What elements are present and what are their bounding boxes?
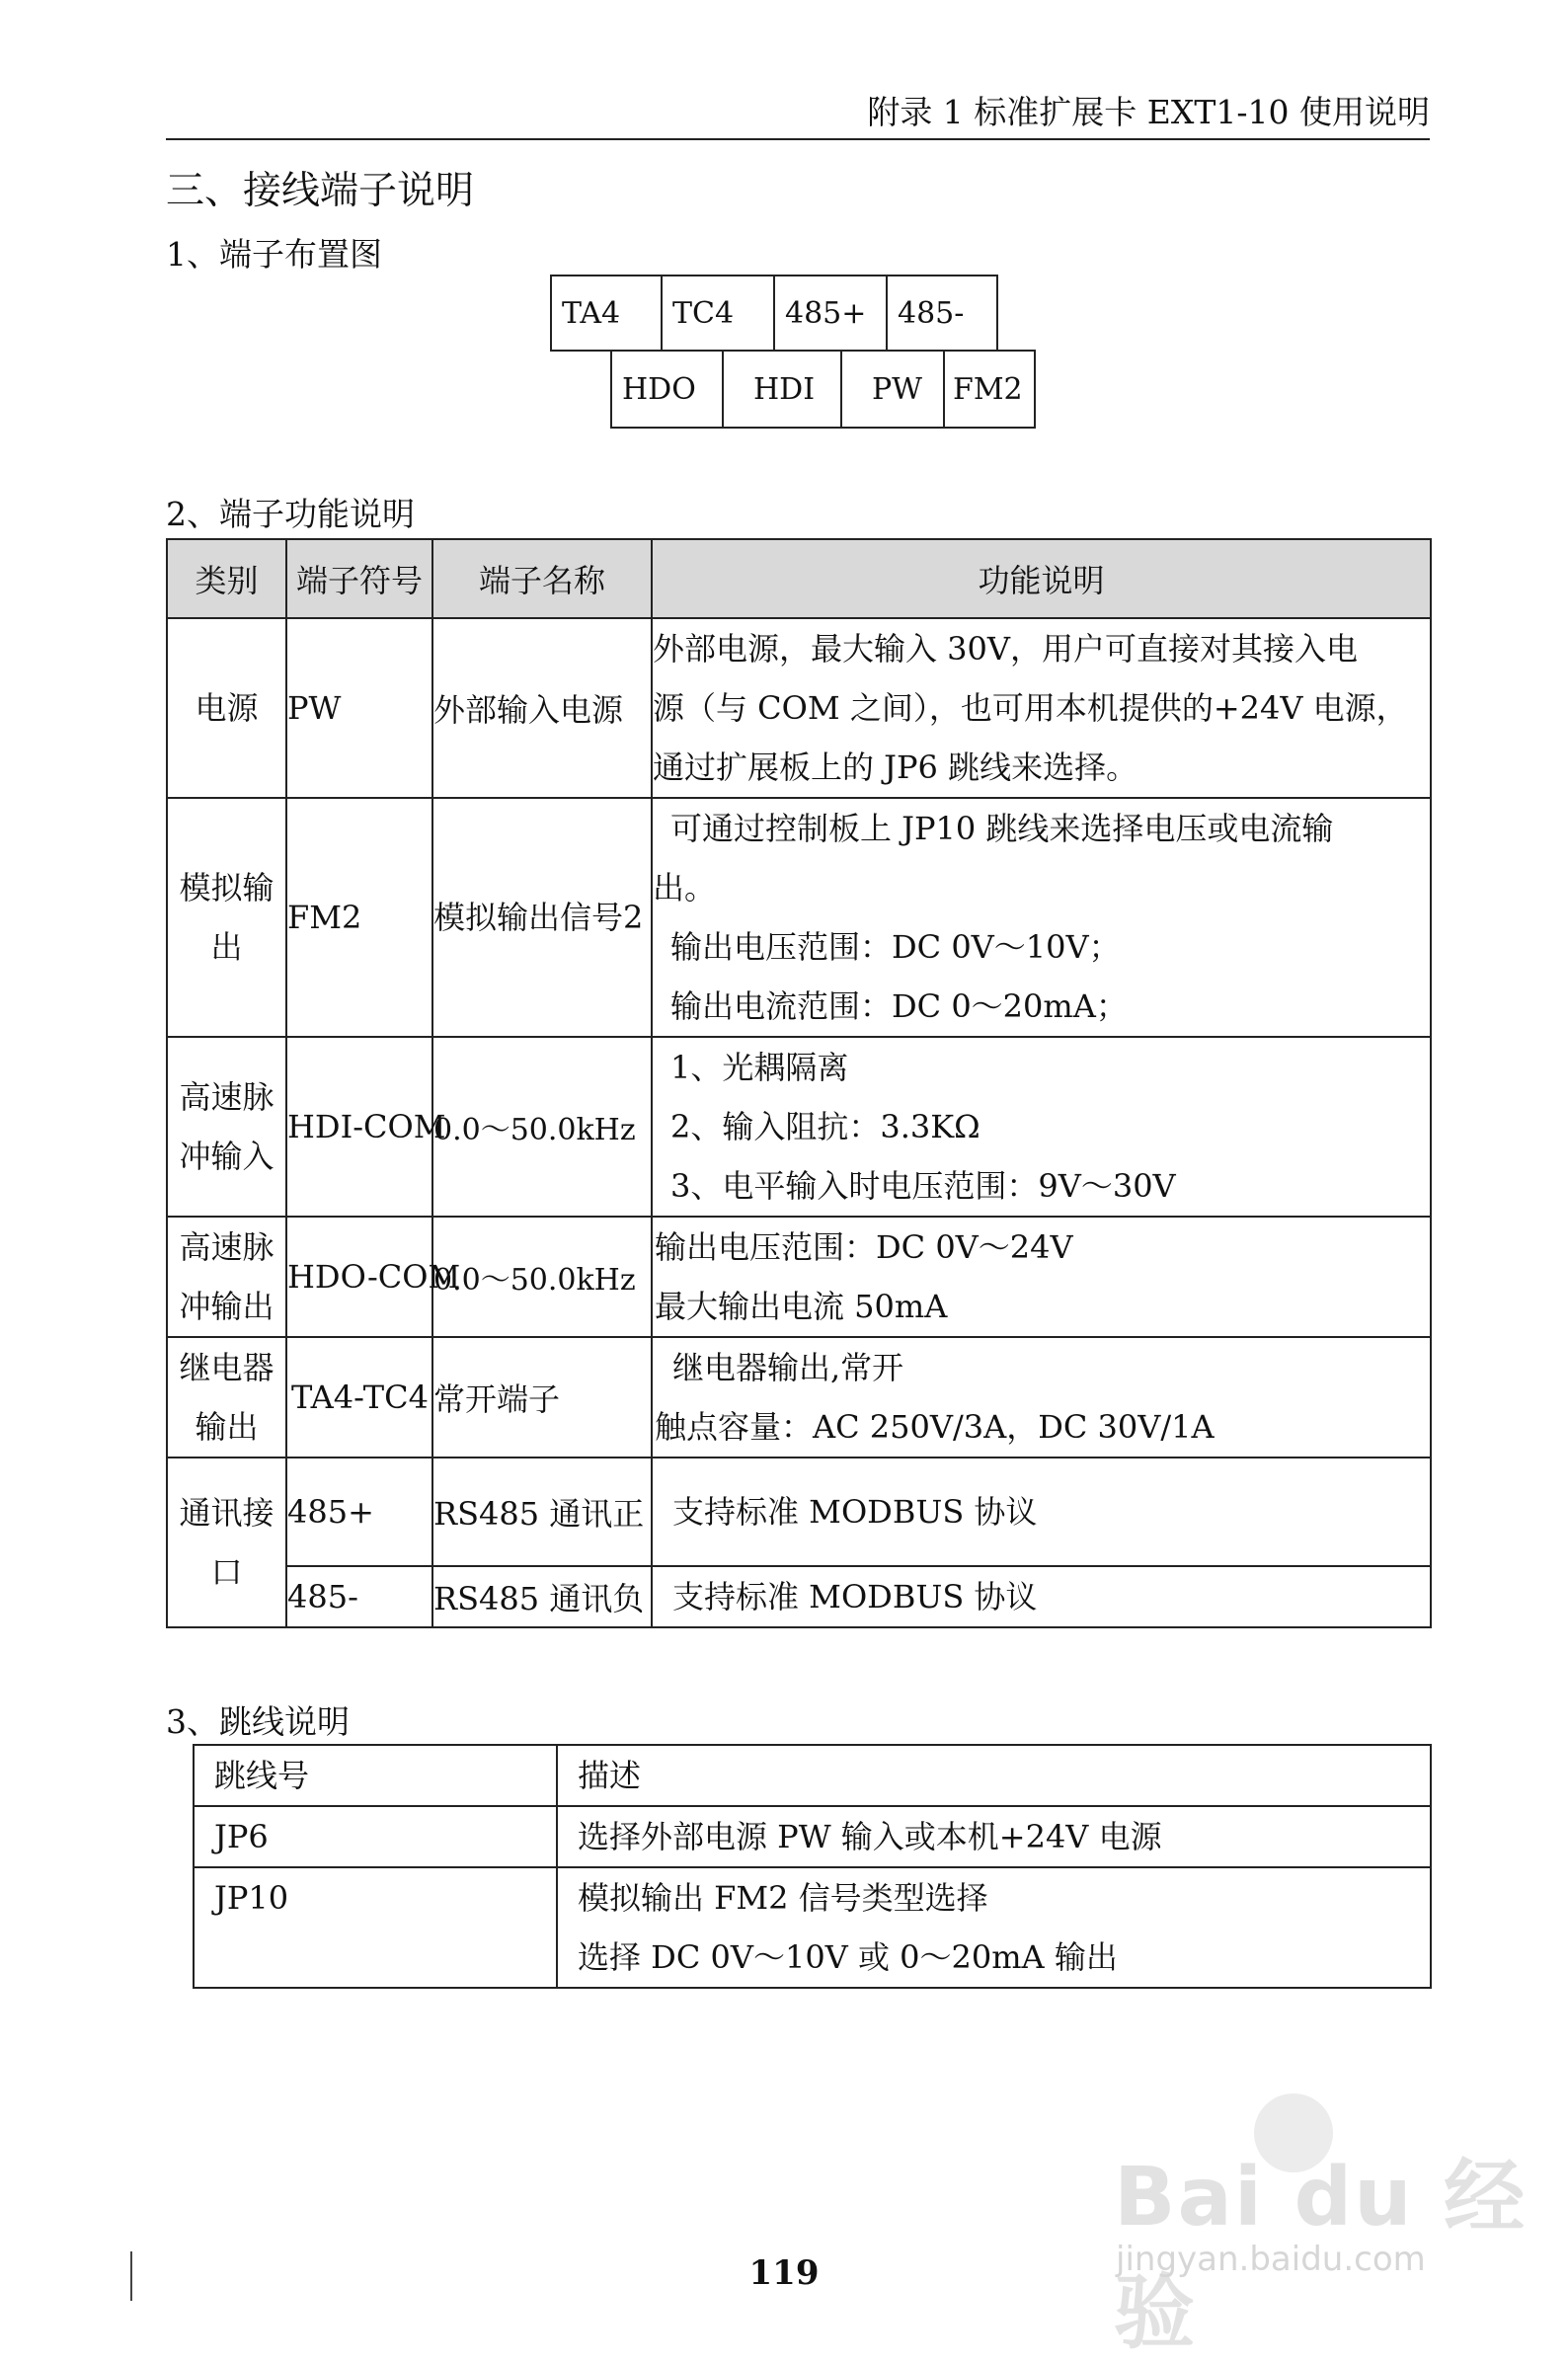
name-cell: RS485 通讯正 [432, 1458, 652, 1566]
table-row [167, 1458, 1431, 1566]
table-header-row [167, 539, 1431, 618]
column-header: 端子名称 [432, 539, 652, 618]
description-line: 模拟输出 FM2 信号类型选择 [578, 1879, 988, 1917]
table-row [167, 1337, 1431, 1458]
description-line: 1、光耦隔离 [670, 1049, 849, 1086]
table-header-row [194, 1745, 1431, 1806]
category-cell: 模拟输出 [167, 798, 286, 1037]
description-line: 继电器输出,常开 [672, 1349, 904, 1386]
description-cell [652, 1566, 1431, 1627]
name-cell: 0.0～50.0kHz [432, 1037, 652, 1217]
symbol-cell: TA4-TC4 [286, 1337, 432, 1458]
description-line: 出。 [653, 869, 717, 906]
jumper-id-cell: JP10 [194, 1867, 557, 1988]
terminal-hdi: HDI [722, 350, 842, 429]
table-row [194, 1867, 1431, 1988]
description-line: 最大输出电流 50mA [655, 1288, 948, 1325]
table-row [167, 618, 1431, 798]
terminal-fm2: FM2 [943, 350, 1036, 429]
table-row [167, 1566, 1431, 1627]
description-line: 输出电压范围：DC 0V～24V [655, 1228, 1073, 1266]
description-cell [652, 1337, 1431, 1458]
table-row [167, 1037, 1431, 1217]
symbol-cell: HDI-COM [286, 1037, 432, 1217]
description-line: 2、输入阻抗：3.3KΩ [670, 1108, 980, 1145]
terminal-ta4: TA4 [550, 275, 663, 352]
watermark-logo: Bai du 经验 [1114, 2151, 1528, 2360]
watermark [1114, 2093, 1529, 2360]
subsection-jumper: 3、跳线说明 [166, 1702, 350, 1741]
table-row [167, 798, 1431, 1037]
category-cell: 高速脉冲输出 [167, 1217, 286, 1337]
column-header: 跳线号 [194, 1745, 557, 1806]
section-title: 三、接线端子说明 [166, 169, 475, 213]
terminal-485-minus: 485- [886, 275, 998, 352]
description-cell [652, 1037, 1431, 1217]
jumper-table [193, 1744, 1432, 1989]
symbol-cell: 485+ [286, 1458, 432, 1566]
subsection-terminal-function: 2、端子功能说明 [166, 495, 415, 533]
description-line: 源（与 COM 之间），也可用本机提供的+24V 电源， [653, 689, 1408, 727]
symbol-cell: PW [286, 618, 432, 798]
symbol-cell: FM2 [286, 798, 432, 1037]
name-cell: 0.0～50.0kHz [432, 1217, 652, 1337]
jumper-desc-cell [557, 1806, 1431, 1867]
description-line: 可通过控制板上 JP10 跳线来选择电压或电流输 [670, 810, 1334, 847]
description-line: 输出电压范围：DC 0V～10V； [670, 928, 1121, 966]
description-line: 选择 DC 0V～10V 或 0～20mA 输出 [578, 1938, 1118, 1976]
table-row [194, 1806, 1431, 1867]
description-line: 通过扩展板上的 JP6 跳线来选择。 [653, 749, 1138, 786]
page-header: 附录 1 标准扩展卡 EXT1-10 使用说明 [166, 87, 1430, 140]
description-line: 支持标准 MODBUS 协议 [672, 1578, 1038, 1615]
terminal-485-plus: 485+ [773, 275, 888, 352]
table-row [167, 1217, 1431, 1337]
watermark-url: jingyan.baidu.com [1116, 2240, 1426, 2279]
category-cell: 通讯接口 [167, 1458, 286, 1627]
column-header: 功能说明 [652, 539, 1431, 618]
description-line: 触点容量：AC 250V/3A，DC 30V/1A [655, 1408, 1215, 1446]
name-cell: RS485 通讯负 [432, 1566, 652, 1627]
symbol-cell: HDO-COM [286, 1217, 432, 1337]
category-cell: 电源 [167, 618, 286, 798]
category-cell: 继电器输出 [167, 1337, 286, 1458]
column-header: 类别 [167, 539, 286, 618]
terminal-pw: PW [840, 350, 945, 429]
terminal-tc4: TC4 [661, 275, 775, 352]
description-cell [652, 1217, 1431, 1337]
description-cell [652, 1458, 1431, 1566]
jumper-desc-cell [557, 1867, 1431, 1988]
symbol-cell: 485- [286, 1566, 432, 1627]
description-line: 选择外部电源 PW 输入或本机+24V 电源 [578, 1818, 1162, 1855]
description-cell [652, 798, 1431, 1037]
category-cell: 高速脉冲输入 [167, 1037, 286, 1217]
name-cell: 模拟输出信号2 [432, 798, 652, 1037]
page-number: 119 [748, 2253, 820, 2293]
name-cell: 外部输入电源 [432, 618, 652, 798]
subsection-terminal-layout: 1、端子布置图 [166, 235, 382, 274]
column-header: 端子符号 [286, 539, 432, 618]
terminal-function-table [166, 538, 1432, 1628]
description-line: 外部电源，最大输入 30V，用户可直接对其接入电 [653, 630, 1359, 668]
jumper-id-cell: JP6 [194, 1806, 557, 1867]
description-line: 输出电流范围：DC 0～20mA； [670, 987, 1128, 1025]
column-header: 描述 [557, 1745, 1431, 1806]
description-line: 3、电平输入时电压范围：9V～30V [670, 1167, 1176, 1205]
name-cell: 常开端子 [432, 1337, 652, 1458]
terminal-hdo: HDO [610, 350, 724, 429]
description-line: 支持标准 MODBUS 协议 [672, 1493, 1038, 1531]
description-cell [652, 618, 1431, 798]
